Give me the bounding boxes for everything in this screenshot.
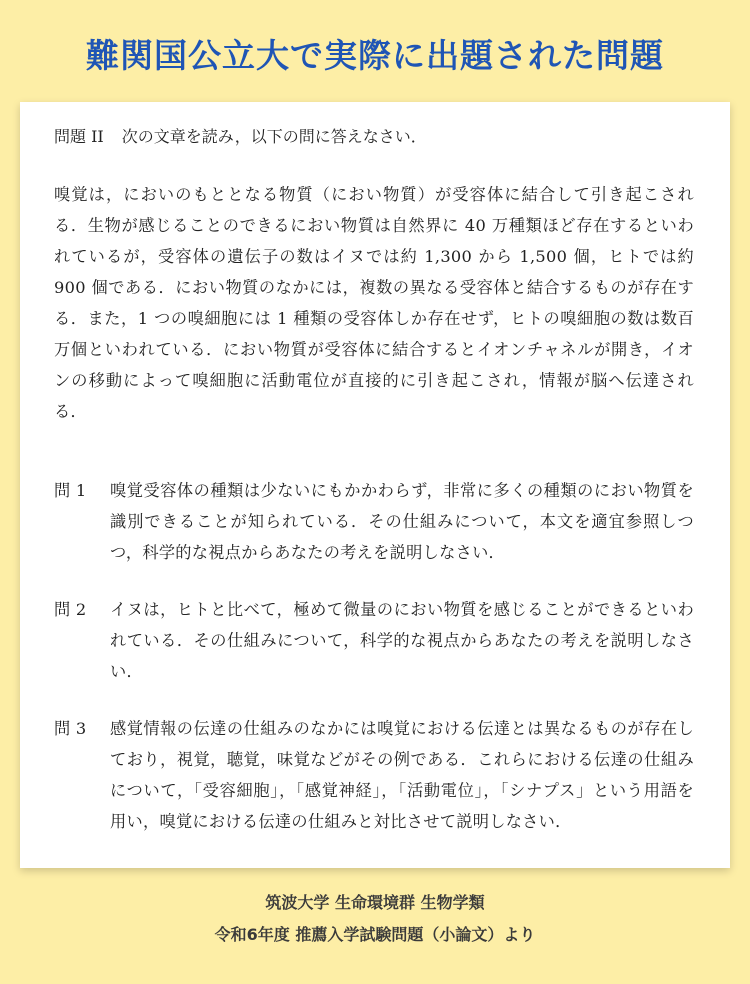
question-text: 感覚情報の伝達の仕組みのなかには嗅覚における伝達とは異なるものが存在しており，視覚，聴覚，味覚などがその例である．これらにおける伝達の仕組みについて，「受容細胞」，「感覚神経」，「活動電位」，「シナプス」という用語を用い，嗅覚における伝達の仕組みと対比させて説明しなさい．	[110, 719, 694, 831]
question-number: 問 1	[54, 481, 87, 500]
problem-number: 問題 II	[54, 127, 104, 146]
question-item	[54, 594, 694, 687]
question-list	[54, 475, 694, 837]
question-item	[54, 713, 694, 837]
source-exam: 令和6年度 推薦入学試験問題（小論文）より	[214, 925, 536, 944]
reading-passage: 嗅覚は，においのもととなる物質（におい物質）が受容体に結合して引き起こされる．生物が感じることのできるにおい物質は自然界に 40 万種類ほど存在するといわれているが，受容体の遺伝子の数はイヌでは約 1,300 から 1,500 個，ヒトでは約 900 個である．におい物質のなかには，複数の異なる受容体と結合するものが存在する．また，1 つの嗅細胞には 1 種類の受容体しか存在せず，ヒトの嗅細胞の数は数百万個といわれている．におい物質が受容体に結合するとイオンチャネルが開き，イオンの移動によって嗅細胞に活動電位が直接的に引き起こされ，情報が脳へ伝達される．	[54, 185, 694, 421]
question-item	[54, 475, 694, 568]
question-number: 問 2	[54, 600, 87, 619]
problem-heading	[54, 124, 694, 147]
question-text: 嗅覚受容体の種類は少ないにもかかわらず，非常に多くの種類のにおい物質を識別できることが知られている．その仕組みについて，本文を適宜参照しつつ，科学的な視点からあなたの考えを説明しなさい．	[110, 481, 694, 562]
problem-instruction: 次の文章を読み，以下の問に答えなさい．	[121, 127, 427, 146]
question-number: 問 3	[54, 719, 87, 738]
exam-problem-card	[20, 102, 730, 868]
page-title: 難関国公立大で実際に出題された問題	[86, 36, 664, 75]
source-university: 筑波大学 生命環境群 生物学類	[265, 893, 485, 912]
question-text: イヌは，ヒトと比べて，極めて微量のにおい物質を感じることができるといわれている．その仕組みについて，科学的な視点からあなたの考えを説明しなさい．	[110, 600, 694, 681]
